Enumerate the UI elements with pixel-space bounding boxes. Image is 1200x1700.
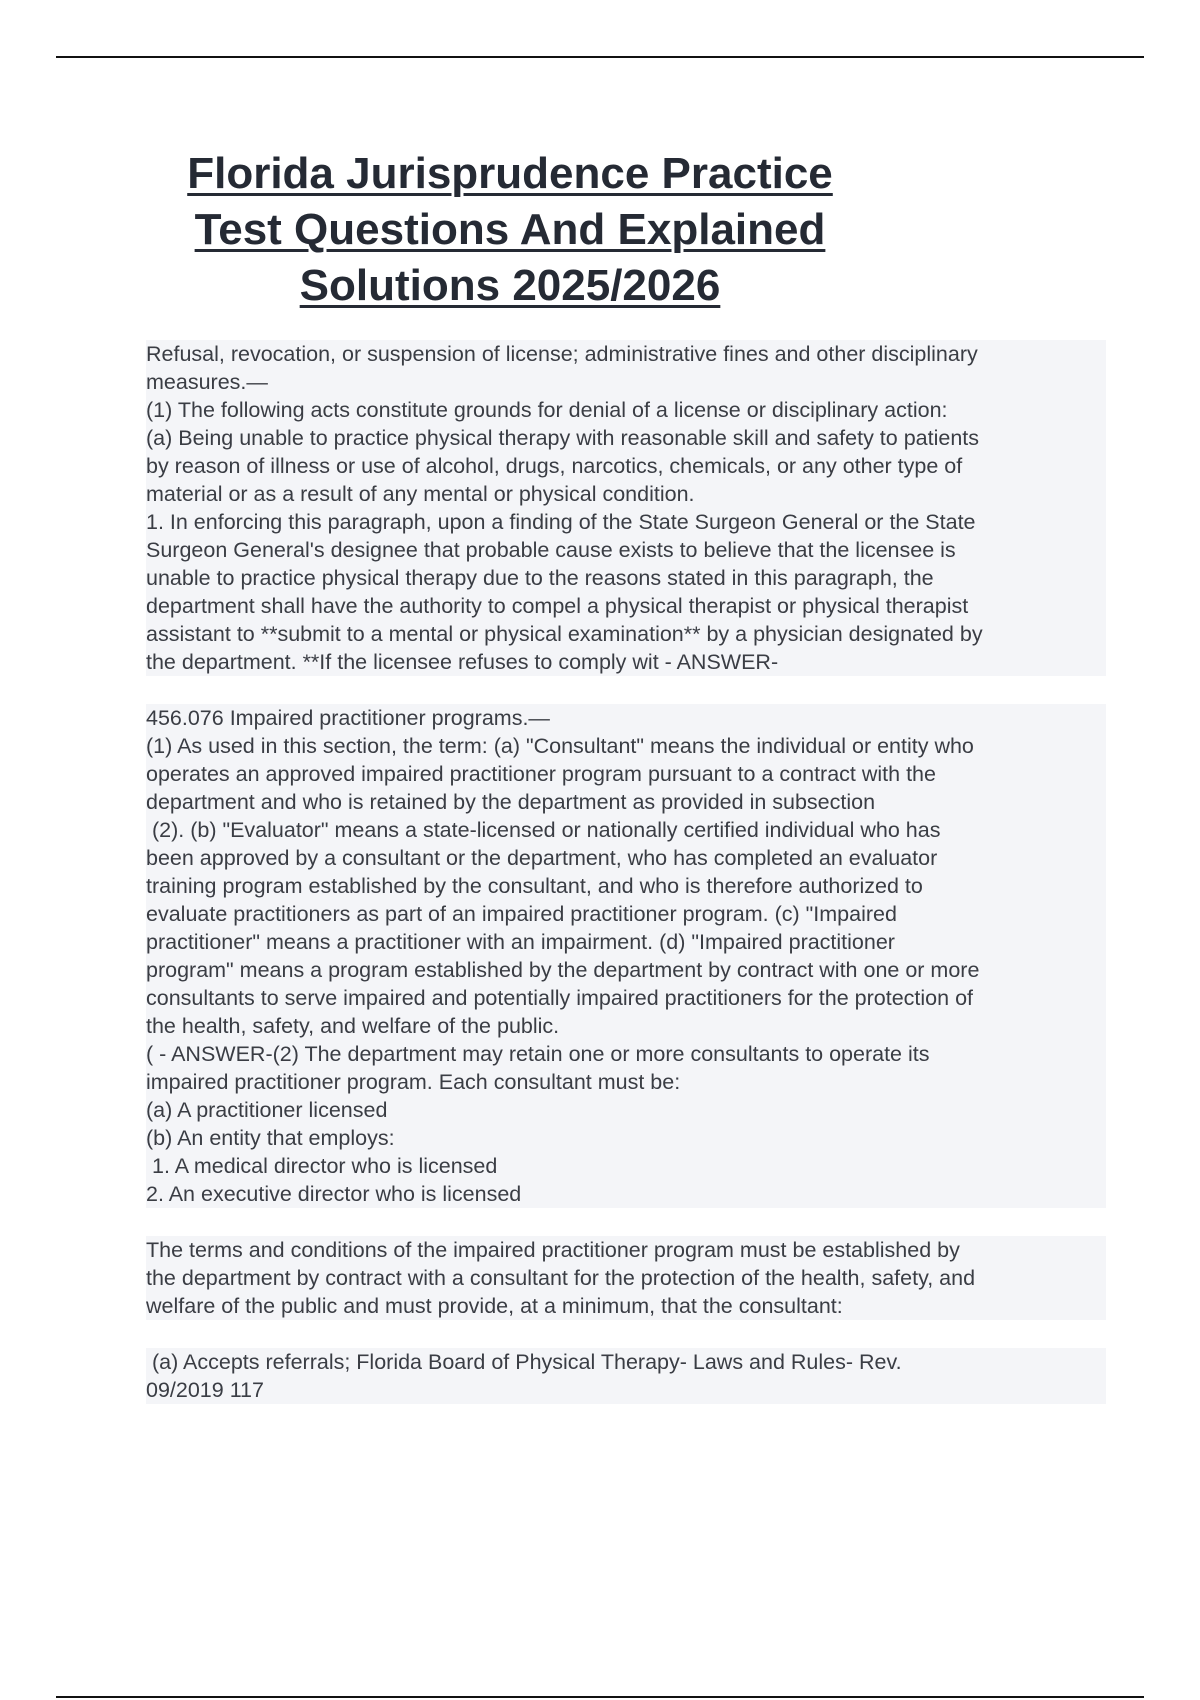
top-rule xyxy=(56,56,1144,58)
text-line: by reason of illness or use of alcohol, drugs, narcotics, chemicals, or any other type of xyxy=(146,452,1106,480)
paragraph-gap xyxy=(146,1320,1106,1348)
title-line-3: Solutions 2025/2026 xyxy=(299,261,721,310)
text-line: (2). (b) "Evaluator" means a state-licensed or nationally certified individual who has xyxy=(146,816,1106,844)
document-title xyxy=(140,146,880,314)
text-line: (b) An entity that employs: xyxy=(146,1124,1106,1152)
text-line: the department. **If the licensee refuses to comply wit - ANSWER- xyxy=(146,648,1106,676)
paragraph-gap xyxy=(146,676,1106,704)
text-line: department and who is retained by the department as provided in subsection xyxy=(146,788,1106,816)
text-line: measures.— xyxy=(146,368,1106,396)
text-line: program" means a program established by the department by contract with one or more xyxy=(146,956,1106,984)
section-refusal-revocation xyxy=(146,340,1106,676)
text-line: the health, safety, and welfare of the public. xyxy=(146,1012,1106,1040)
text-line: 1. A medical director who is licensed xyxy=(146,1152,1106,1180)
text-line: 456.076 Impaired practitioner programs.— xyxy=(146,704,1106,732)
text-line: (a) Accepts referrals; Florida Board of Physical Therapy- Laws and Rules- Rev. xyxy=(146,1348,1106,1376)
text-line: practitioner" means a practitioner with an impairment. (d) "Impaired practitioner xyxy=(146,928,1106,956)
text-line: unable to practice physical therapy due to the reasons stated in this paragraph, the xyxy=(146,564,1106,592)
text-line: impaired practitioner program. Each consultant must be: xyxy=(146,1068,1106,1096)
text-line: 09/2019 117 xyxy=(146,1376,1106,1404)
bottom-rule xyxy=(56,1696,1144,1698)
text-line: the department by contract with a consultant for the protection of the health, safety, and xyxy=(146,1264,1106,1292)
text-line: ( - ANSWER-(2) The department may retain one or more consultants to operate its xyxy=(146,1040,1106,1068)
text-line: been approved by a consultant or the department, who has completed an evaluator xyxy=(146,844,1106,872)
text-line: material or as a result of any mental or physical condition. xyxy=(146,480,1106,508)
section-accepts-referrals xyxy=(146,1348,1106,1404)
text-line: (1) The following acts constitute grounds for denial of a license or disciplinary action: xyxy=(146,396,1106,424)
section-terms-and-conditions xyxy=(146,1236,1106,1320)
title-line-2: Test Questions And Explained xyxy=(194,205,826,254)
text-line: The terms and conditions of the impaired practitioner program must be established by xyxy=(146,1236,1106,1264)
text-line: (a) A practitioner licensed xyxy=(146,1096,1106,1124)
section-impaired-practitioner-programs xyxy=(146,704,1106,1208)
text-line: operates an approved impaired practitioner program pursuant to a contract with the xyxy=(146,760,1106,788)
text-line: department shall have the authority to compel a physical therapist or physical therapist xyxy=(146,592,1106,620)
document-body xyxy=(146,340,1106,1404)
text-line: Surgeon General's designee that probable cause exists to believe that the licensee is xyxy=(146,536,1106,564)
text-line: training program established by the consultant, and who is therefore authorized to xyxy=(146,872,1106,900)
text-line: consultants to serve impaired and potentially impaired practitioners for the protection of xyxy=(146,984,1106,1012)
text-line: welfare of the public and must provide, at a minimum, that the consultant: xyxy=(146,1292,1106,1320)
text-line: (a) Being unable to practice physical therapy with reasonable skill and safety to patients xyxy=(146,424,1106,452)
title-line-1: Florida Jurisprudence Practice xyxy=(187,149,833,198)
text-line: Refusal, revocation, or suspension of license; administrative fines and other disciplinary xyxy=(146,340,1106,368)
text-line: 1. In enforcing this paragraph, upon a finding of the State Surgeon General or the State xyxy=(146,508,1106,536)
text-line: evaluate practitioners as part of an impaired practitioner program. (c) "Impaired xyxy=(146,900,1106,928)
text-line: (1) As used in this section, the term: (a) "Consultant" means the individual or entity who xyxy=(146,732,1106,760)
text-line: assistant to **submit to a mental or physical examination** by a physician designated by xyxy=(146,620,1106,648)
text-line: 2. An executive director who is licensed xyxy=(146,1180,1106,1208)
paragraph-gap xyxy=(146,1208,1106,1236)
